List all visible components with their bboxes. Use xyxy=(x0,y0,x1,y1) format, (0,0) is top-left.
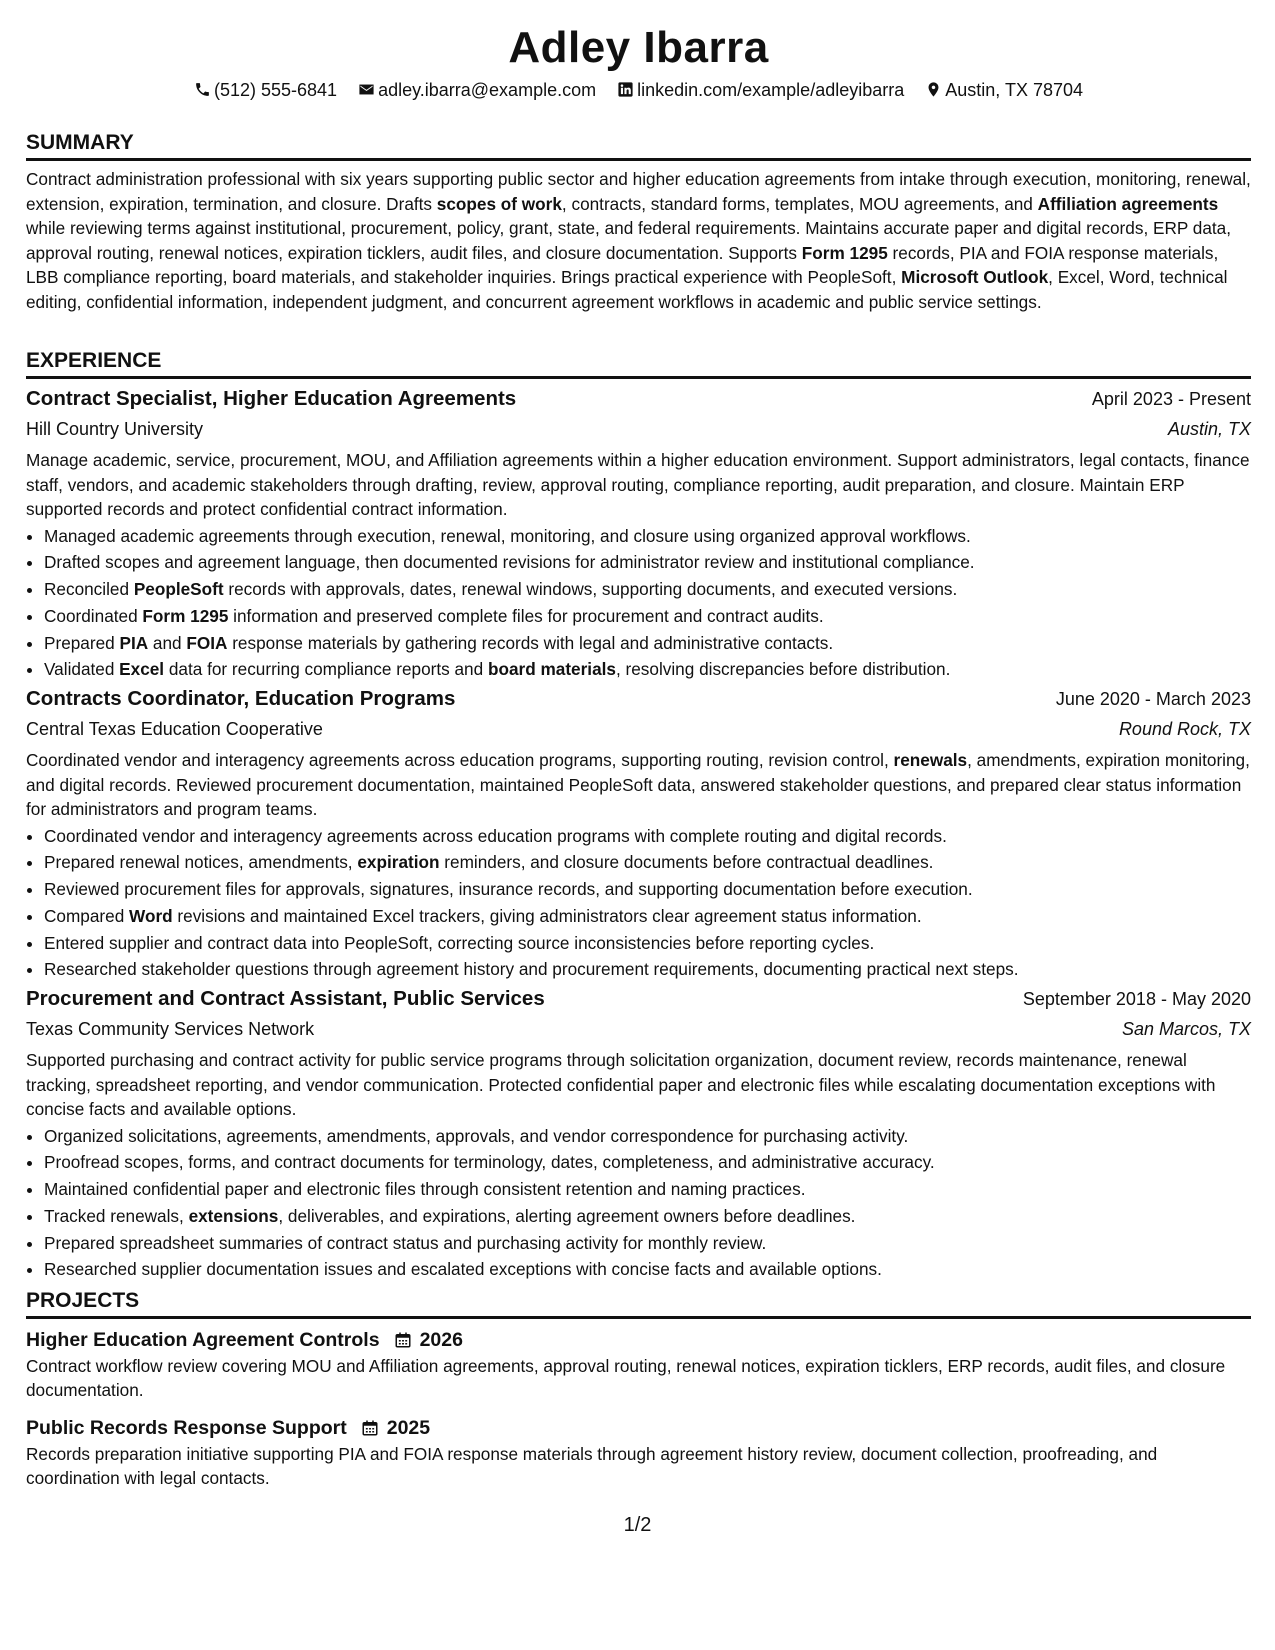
project-name: Higher Education Agreement Controls xyxy=(26,1329,380,1351)
contact-email[interactable] xyxy=(358,78,596,102)
email-text: adley.ibarra@example.com xyxy=(378,80,597,100)
project-year: 2026 xyxy=(419,1329,463,1351)
summary-section xyxy=(26,130,1251,314)
project-entry xyxy=(26,1414,1251,1490)
resume-page xyxy=(26,0,1251,1650)
experience-heading: EXPERIENCE xyxy=(26,348,1251,379)
project-description: Records preparation initiative supporting PIA and FOIA response materials through agreement history review, document collection, proofreading, and coordination with legal contacts. xyxy=(26,1444,1158,1488)
job-dates: June 2020 - March 2023 xyxy=(1055,689,1251,709)
job-entry xyxy=(26,984,1251,1283)
project-year: 2025 xyxy=(386,1417,431,1439)
job-location: Round Rock, TX xyxy=(1118,719,1251,739)
list-item: • Prepared spreadsheet summaries of contract status and purchasing activity for monthly review. xyxy=(44,1230,1251,1257)
location-text: Austin, TX 78704 xyxy=(945,80,1084,100)
list-item: • Organized solicitations, agreements, amendments, approvals, and vendor correspondence for purchasing activity. xyxy=(44,1123,1251,1150)
page-number: 1/2 xyxy=(623,1514,652,1536)
candidate-name: Adley Ibarra xyxy=(508,23,769,72)
list-item: • Managed academic agreements through execution, renewal, monitoring, and closure using organized approval workflows. xyxy=(44,523,1251,550)
experience-section xyxy=(26,348,1251,379)
summary-heading: SUMMARY xyxy=(26,130,1251,161)
contact-bar xyxy=(26,78,1251,102)
summary-text: Contract administration professional with six years supporting public sector and higher education agreements from intake through execution, monitoring, renewal, extension, expiration, termination, and closure. Drafts scopes of work, contracts, standard forms, templates, MOU agreements, and Affiliation agreements while reviewing terms against institutional, procurement, policy, grant, state, and federal requirements. Maintains accurate paper and digital records, ERP data, approval routing, renewal notices, expiration ticklers, audit files, and closure documentation. Supports Form 1295 records, PIA and FOIA response materials, LBB compliance reporting, board materials, and stakeholder inquiries. Brings practical experience with PeopleSoft, Microsoft Outlook, Excel, Word, technical editing, confidential information, independent judgment, and concurrent agreement workflows in academic and public service settings. xyxy=(26,169,1251,312)
envelope-icon xyxy=(358,81,375,98)
job-bullets xyxy=(26,823,1251,984)
list-item: • Reconciled PeopleSoft records with approvals, dates, renewal windows, supporting documents, and executed versions. xyxy=(44,576,1251,603)
list-item: • Maintained confidential paper and electronic files through consistent retention and naming practices. xyxy=(44,1176,1251,1203)
job-dates: September 2018 - May 2020 xyxy=(1022,989,1251,1009)
list-item: • Entered supplier and contract data into PeopleSoft, correcting source inconsistencies before reporting cycles. xyxy=(44,930,1251,957)
phone-text: (512) 555-6841 xyxy=(213,80,338,100)
linkedin-text: linkedin.com/example/adleyibarra xyxy=(637,80,905,100)
projects-heading: PROJECTS xyxy=(26,1288,1251,1319)
job-bullets xyxy=(26,1123,1251,1284)
contact-phone[interactable] xyxy=(194,78,337,102)
job-organization: Texas Community Services Network xyxy=(26,1019,315,1039)
job-entry xyxy=(26,684,1251,983)
list-item: • Compared Word revisions and maintained Excel trackers, giving administrators clear agreement status information. xyxy=(44,903,1251,930)
project-name: Public Records Response Support xyxy=(26,1417,347,1439)
job-title: Contract Specialist, Higher Education Agreements xyxy=(26,387,517,410)
list-item: • Coordinated vendor and interagency agreements across education programs with complete routing and digital records. xyxy=(44,823,1251,850)
calendar-icon xyxy=(394,1331,412,1349)
list-item: • Proofread scopes, forms, and contract documents for terminology, dates, completeness, and administrative accuracy. xyxy=(44,1149,1251,1176)
list-item: • Researched stakeholder questions through agreement history and procurement requirements, documenting practical next steps. xyxy=(44,956,1251,983)
job-title: Contracts Coordinator, Education Programs xyxy=(26,687,456,710)
list-item: • Researched supplier documentation issues and escalated exceptions with concise facts and available options. xyxy=(44,1256,1251,1283)
project-description: Contract workflow review covering MOU and Affiliation agreements, approval routing, renewal notices, expiration ticklers, ERP records, audit files, and closure documentation. xyxy=(26,1356,1226,1400)
job-summary: Manage academic, service, procurement, MOU, and Affiliation agreements within a higher education environment. Support administrators, legal contacts, finance staff, vendors, and academic stakeholders through drafting, review, approval routing, compliance reporting, audit preparation, and closure. Maintain ERP supported records and protect confidential contract information. xyxy=(26,450,1250,519)
job-entry xyxy=(26,384,1251,683)
calendar-icon xyxy=(361,1419,379,1437)
contact-linkedin[interactable] xyxy=(617,78,904,102)
job-title: Procurement and Contract Assistant, Public Services xyxy=(26,987,545,1010)
list-item: • Reviewed procurement files for approvals, signatures, insurance records, and supporting documentation before execution. xyxy=(44,876,1251,903)
phone-icon xyxy=(194,81,211,98)
list-item: • Tracked renewals, extensions, deliverables, and expirations, alerting agreement owners before deadlines. xyxy=(44,1203,1251,1230)
list-item: • Prepared renewal notices, amendments, expiration reminders, and closure documents before contractual deadlines. xyxy=(44,849,1251,876)
job-bullets xyxy=(26,523,1251,684)
projects-section xyxy=(26,1288,1251,1319)
list-item: • Drafted scopes and agreement language, then documented revisions for administrator review and institutional compliance. xyxy=(44,549,1251,576)
job-location: San Marcos, TX xyxy=(1121,1019,1251,1039)
job-organization: Central Texas Education Cooperative xyxy=(26,719,323,739)
job-summary: Coordinated vendor and interagency agreements across education programs, supporting routing, revision control, renewals, amendments, expiration monitoring, and digital records. Reviewed procurement documentation, maintained PeopleSoft data, answered stakeholder questions, and prepared clear status information for administrators and program teams. xyxy=(26,750,1250,819)
job-location: Austin, TX xyxy=(1167,419,1251,439)
list-item: • Validated Excel data for recurring compliance reports and board materials, resolving discrepancies before distribution. xyxy=(44,656,1251,683)
job-organization: Hill Country University xyxy=(26,419,204,439)
contact-location xyxy=(925,78,1083,102)
project-entry xyxy=(26,1326,1251,1402)
job-dates: April 2023 - Present xyxy=(1091,389,1251,409)
linkedin-icon xyxy=(617,81,634,98)
job-summary: Supported purchasing and contract activity for public service programs through solicitation organization, document review, records maintenance, renewal tracking, spreadsheet reporting, and vendor communication. Protected confidential paper and electronic files while escalating documentation exceptions with concise facts and available options. xyxy=(26,1050,1216,1119)
list-item: • Coordinated Form 1295 information and preserved complete files for procurement and contract audits. xyxy=(44,603,1251,630)
list-item: • Prepared PIA and FOIA response materials by gathering records with legal and administrative contacts. xyxy=(44,630,1251,657)
map-pin-icon xyxy=(925,81,942,98)
